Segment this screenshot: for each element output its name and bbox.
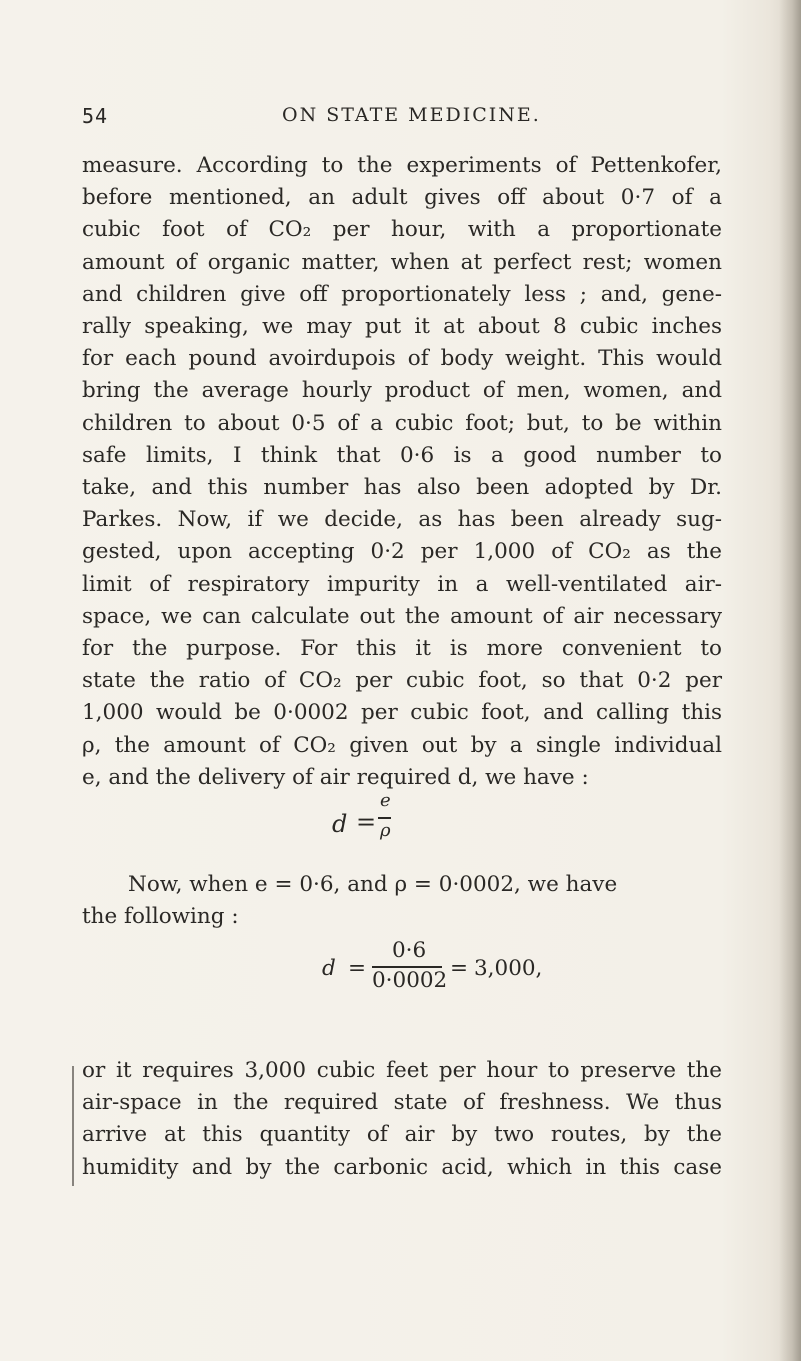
- formula-denominator: ρ: [380, 820, 391, 841]
- text-line: bring the average hourly product of men, women, and: [82, 378, 722, 404]
- fraction-bar: [378, 817, 391, 819]
- page-header: [82, 104, 722, 134]
- text-line: state the ratio of CO₂ per cubic foot, so that 0·2 per: [82, 668, 722, 694]
- formula-lhs: d: [332, 810, 348, 838]
- text-line: Now, when e = 0·6, and ρ = 0·0002, we have: [128, 872, 618, 897]
- formula-equals: =: [450, 956, 469, 981]
- text-line: measure. According to the experiments of Pettenkofer,: [82, 153, 722, 178]
- margin-mark: [72, 1066, 74, 1186]
- text-line: gested, upon accepting 0·2 per 1,000 of CO₂ as the: [82, 539, 722, 565]
- formula-lhs: d: [322, 956, 336, 981]
- text-line: ρ, the amount of CO₂ given out by a single individual: [82, 732, 722, 758]
- text-line: rally speaking, we may put it at about 8 cubic inches: [82, 314, 722, 340]
- running-head: ON STATE MEDICINE.: [282, 104, 541, 126]
- text-line: 1,000 would be 0·0002 per cubic foot, and calling this: [82, 700, 722, 726]
- formula-d-equals-e-over-rho: [332, 790, 392, 860]
- text-line: space, we can calculate out the amount of air necessary: [82, 603, 722, 629]
- text-line: take, and this number has also been adopted by Dr.: [82, 475, 722, 501]
- text-line: air-space in the required state of freshness. We thus: [82, 1090, 722, 1116]
- text-line: humidity and by the carbonic acid, which in this case: [82, 1154, 722, 1180]
- text-line: e, and the delivery of air required d, we have :: [82, 764, 589, 790]
- formula-numerator: e: [380, 790, 391, 811]
- paragraph-conclusion: [82, 1055, 722, 1184]
- page-edge-shadow: [779, 0, 801, 1361]
- text-line: and children give off proportionately less ; and, gene-: [82, 281, 722, 307]
- formula-result: 3,000,: [474, 956, 543, 981]
- text-line: the following :: [82, 904, 239, 929]
- text-line: or it requires 3,000 cubic feet per hour to preserve the: [82, 1058, 722, 1083]
- paragraph-main: [82, 150, 722, 794]
- text-line: Parkes. Now, if we decide, as has been already sug-: [82, 507, 722, 533]
- text-line: before mentioned, an adult gives off about 0·7 of a: [82, 185, 722, 211]
- text-line: for the purpose. For this it is more convenient to: [82, 636, 722, 662]
- formula-numerator: 0·6: [392, 938, 427, 963]
- text-line: amount of organic matter, when at perfect rest; women: [82, 249, 722, 275]
- page-number: 54: [82, 104, 109, 128]
- formula-calculation: [322, 938, 562, 1008]
- text-line: arrive at this quantity of air by two routes, by the: [82, 1122, 722, 1148]
- text-line: limit of respiratory impurity in a well-ventilated air-: [82, 571, 722, 597]
- text-line: cubic foot of CO₂ per hour, with a proportionate: [82, 217, 722, 243]
- formula-denominator: 0·0002: [372, 968, 448, 993]
- text-line: safe limits, I think that 0·6 is a good number to: [82, 442, 722, 468]
- formula-equals: =: [356, 808, 377, 836]
- text-line: for each pound avoirdupois of body weight. This would: [82, 346, 722, 372]
- formula-equals: =: [348, 956, 367, 981]
- text-line: children to about 0·5 of a cubic foot; but, to be within: [82, 410, 722, 436]
